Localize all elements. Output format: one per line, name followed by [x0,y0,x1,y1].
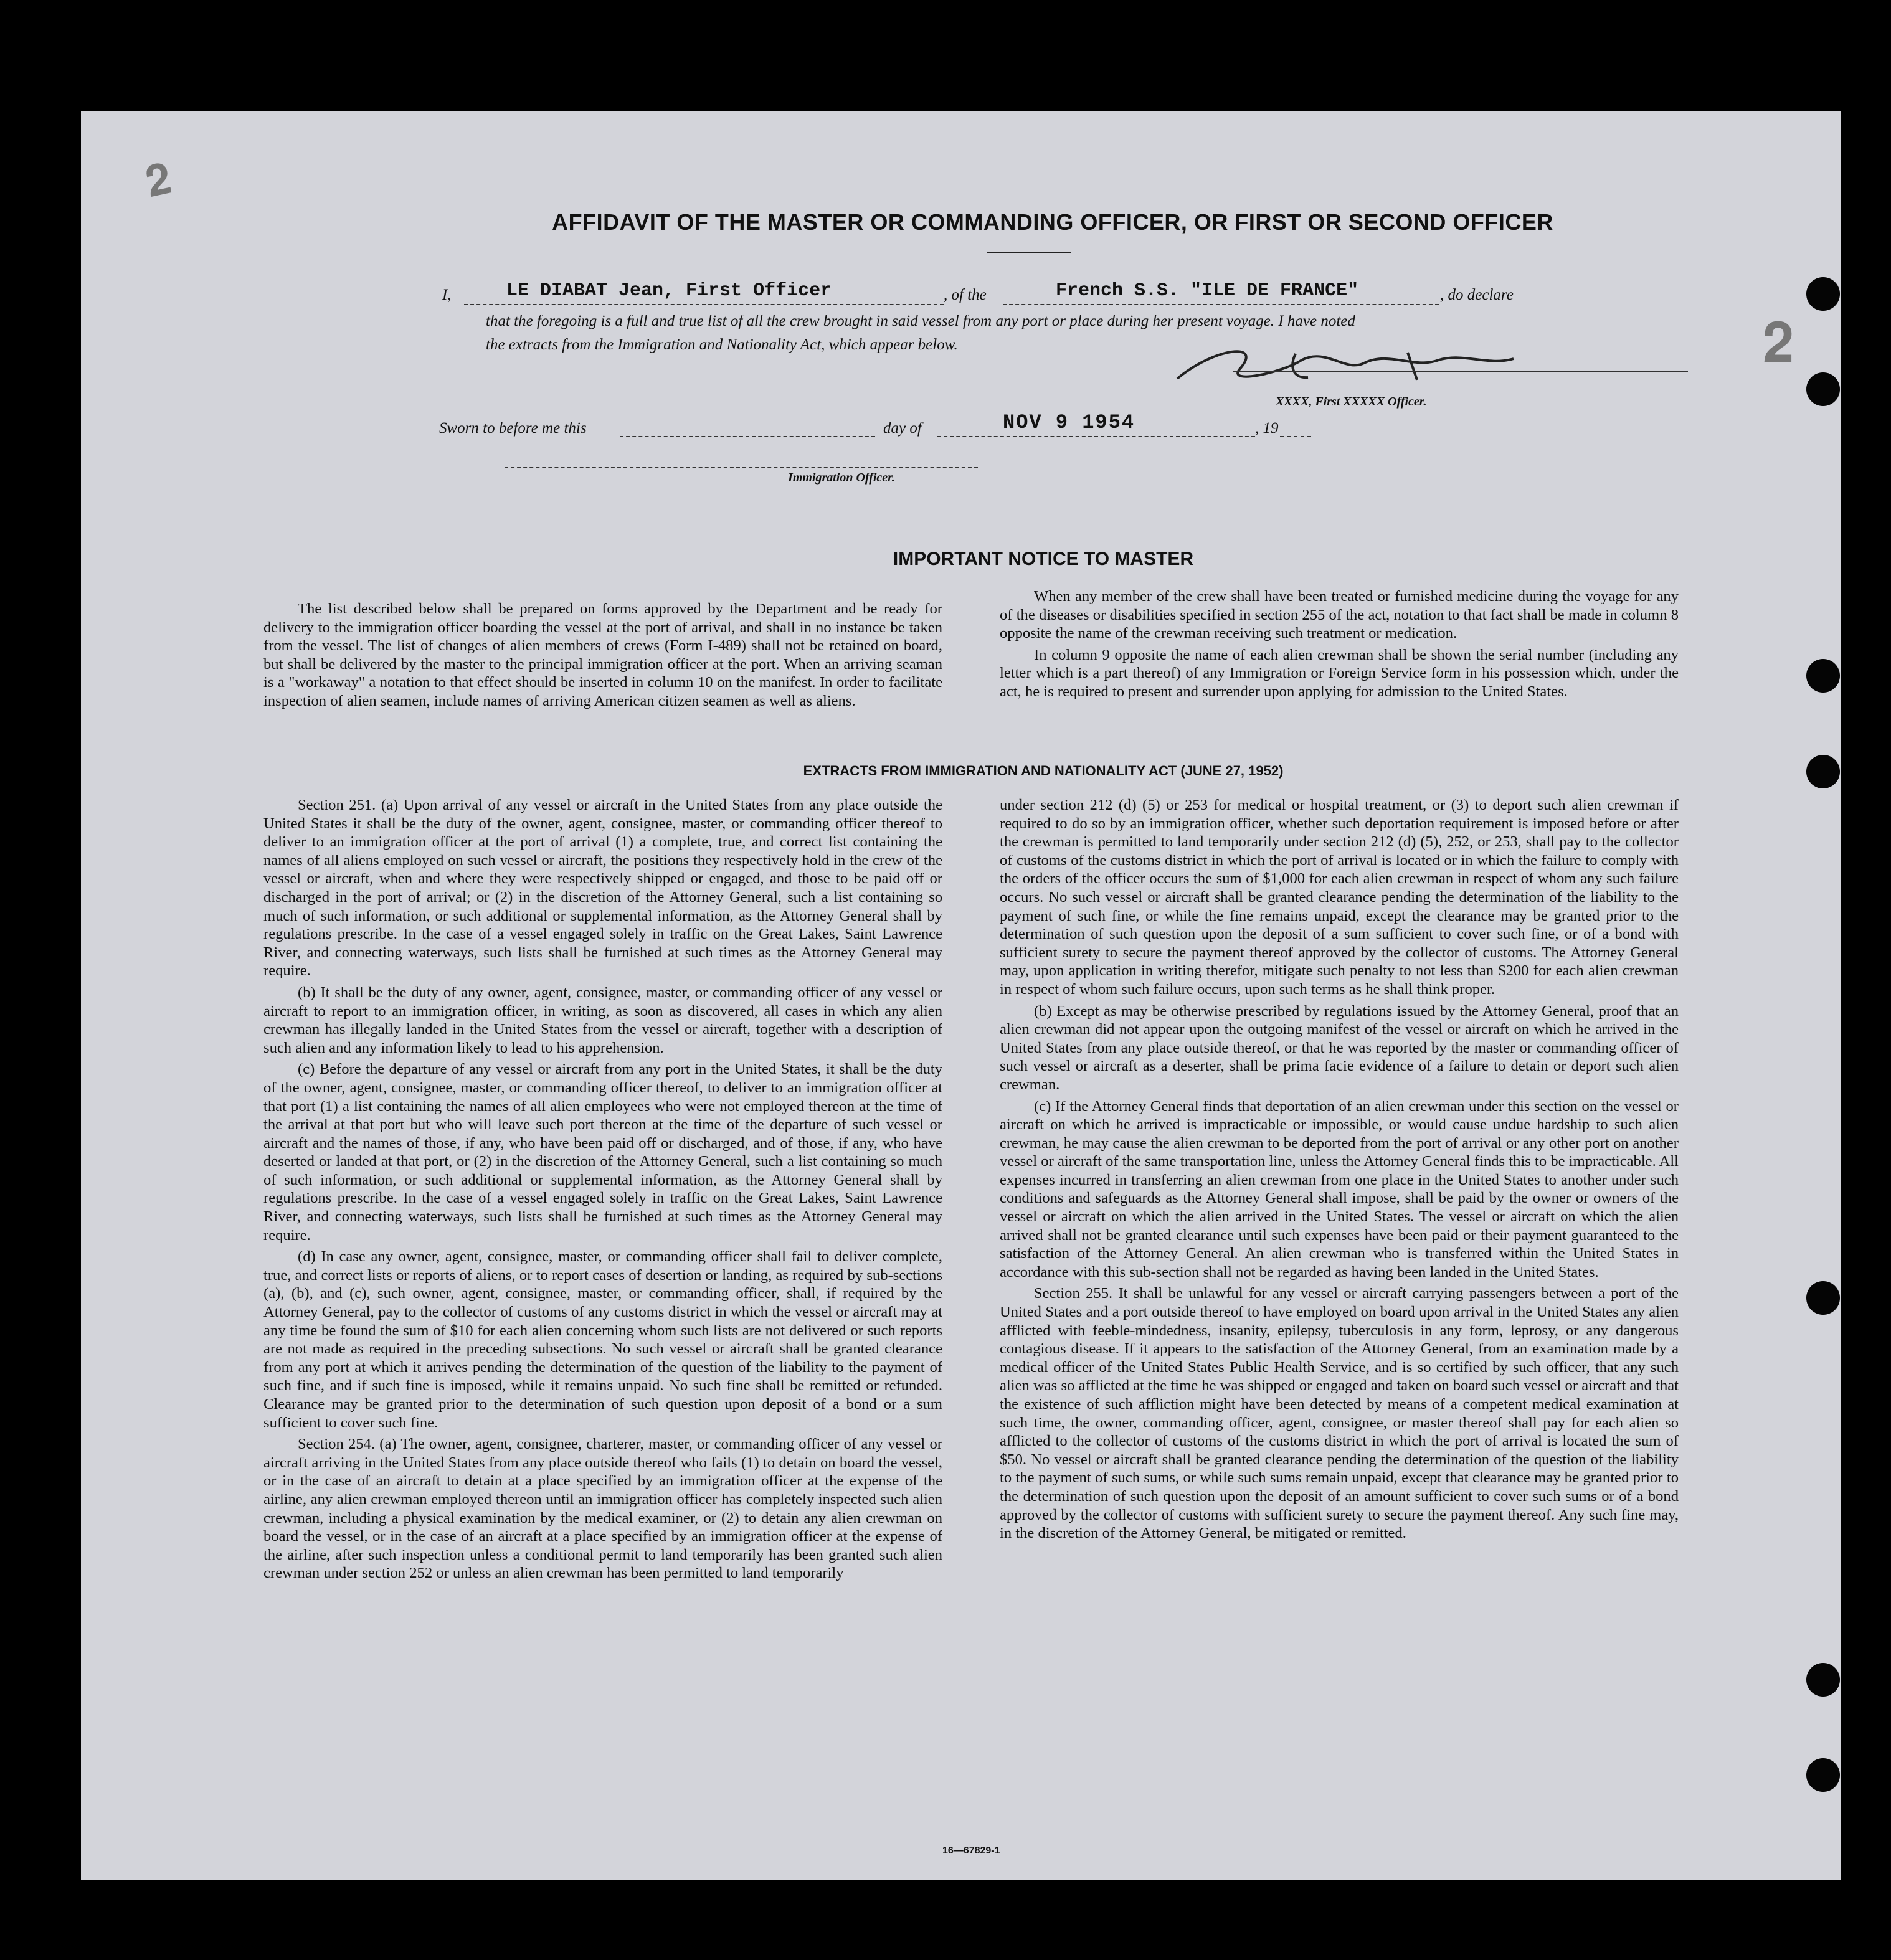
extract-paragraph: (c) If the Attorney General finds that deportation of an alien crewman under this section on the vessel or aircraft on which he arrived is impracticable or impossible, or would cause undue hardship to such alien crewman, he may cause the alien crewman to be deported from the port of arrival or any other port on another vessel or aircraft of the same transportation line, unless the Attorney General finds this to be impracticable. All expenses incurred in transferring an alien crewman from one place in the United States to another under such conditions and safeguards as the Attorney General shall impose, shall be paid by the owner or owners of the vessel or aircraft on which the alien arrived in the United States. The vessel or aircraft on which the alien arrived shall not be granted clearance until such expenses have been paid or their payment guaranteed to the satisfaction of the Attorney General. An alien crewman who is transferred within the United States in accordance with this sub-section shall not be regarded as having been landed in the United States. [1000,1097,1679,1281]
notice-title: IMPORTANT NOTICE TO MASTER [893,549,1194,569]
declaration-intro: I, [442,286,452,303]
date-stamp: NOV 9 1954 [1003,411,1135,434]
officer-name-value: LE DIABAT Jean, First Officer [506,280,832,301]
extract-paragraph: Section 251. (a) Upon arrival of any vessel or aircraft in the United States from any place outside the United States it shall be the duty of the owner, agent, consignee, master, or commanding officer thereof to deliver to an immigration officer at the port of arrival (1) a complete, true, and correct list containing the names of all aliens employed on such vessel or aircraft, the positions they respectively hold in the crew of the vessel or aircraft, when and where they were respectively shipped or engaged, and those to be paid off or discharged in the port of arrival; or (2) in the discretion of the Attorney General, such a list containing so much of such information, or such additional or supplemental information, as the Attorney General shall by regulations prescribe. In the case of a vessel engaged solely in traffic on the Great Lakes, Saint Lawrence River, and connecting waterways, such lists shall be furnished at such times as the Attorney General may require. [263,797,942,980]
extract-paragraph: (b) It shall be the duty of any owner, agent, consignee, master, or commanding officer of any vessel or aircraft to report to an immigration officer, in writing, as soon as discovered, all cases in which any alien crewman has illegally landed in the United States from the vessel or aircraft, together with a description of such alien and any information likely to lead to his apprehension. [263,983,942,1056]
document-sheet [81,111,1841,1880]
handwritten-page-number: 𝟐 [141,152,176,208]
extract-paragraph: Section 254. (a) The owner, agent, consignee, charterer, master, or commanding officer of any vessel or aircraft arriving in the United States from any place outside thereof who fails (1) to detain on board the vessel, or in the case of an aircraft to detain at a place specified by an immigration officer at the expense of the airline, any alien crewman employed thereon until an immigration officer has completely inspected such alien crewman, including a physical examination by the medical examiner, or (2) to detain any alien crewman on board the vessel, or in the case of an aircraft at a place specified by an immigration officer at the expense of the airline, after such inspection unless a conditional permit to land temporarily has been granted such alien crewman under section 252 or unless an alien crewman has been permitted to land temporarily [263,1436,942,1582]
binder-hole [1806,372,1840,406]
declaration-line-3: the extracts from the Immigration and Nationality Act, which appear below. [486,336,958,353]
day-of-label: day of [883,420,922,437]
title-divider [987,252,1071,253]
do-declare-label: , do declare [1440,286,1514,303]
extract-paragraph: Section 255. It shall be unlawful for any vessel or aircraft carrying passengers between a port of the United States and a port outside thereof to have employed on board upon arrival in the United States any alien afflicted with feeble-mindedness, insanity, epilepsy, tuberculosis in any form, leprosy, or any dangerous contagious disease. If it appears to the satisfaction of the Attorney General, from an examination made by a medical officer of the United States Public Health Service, and is so certified by such officer, that any such alien was so afflicted at the time he was shipped or engaged and taken on board such vessel or aircraft and that the existence of such affliction might have been detected by means of a competent medical examination at such time, the owner, commanding officer, agent, consignee, or master thereof shall pay for each alien so afflicted to the collector of customs of the customs district in which the port of arrival is located the sum of $50. No vessel or aircraft shall be granted clearance pending the determination of the question of the liability to the payment of such sums, or while such sums remain unpaid, except that clearance may be granted prior to the determination of such question upon the deposit of an amount sufficient to cover such sums or of a bond approved by the collector of customs with sufficient surety to secure the payment thereof. Any such fine may, in the discretion of the Attorney General, be mitigated or remitted. [1000,1285,1679,1542]
extract-paragraph: (c) Before the departure of any vessel or aircraft from any port in the United States, it shall be the duty of the owner, agent, consignee, master, or commanding officer thereof, to deliver to an immigration officer at that port (1) a list containing the names of all alien employees who were not employed thereon at the time of the arrival at that port but who will leave such port thereon at the time of the departure of such vessel or aircraft and the names of those, if any, who have been paid off or discharged, and of those, if any, who have deserted or landed at that port, or (2) in the discretion of the Attorney General, such a list containing so much of such information, or such additional or supplemental information, as the Attorney General shall by regulations prescribe. In the case of a vessel engaged solely in traffic on the Great Lakes, Saint Lawrence River, and connecting waterways, such lists shall be furnished at such times as the Attorney General may require. [263,1061,942,1244]
form-number: 16—67829-1 [942,1845,1000,1856]
binder-hole [1806,1758,1840,1792]
year-rule [1280,436,1311,437]
notice-left-column [263,600,942,711]
officer-name-rule [464,304,944,305]
declaration-line-2: that the foregoing is a full and true list of all the crew brought in said vessel from any port or place during her present voyage. I have noted [486,313,1355,329]
extracts-left-column [263,796,942,1583]
vessel-name-value: French S.S. "ILE DE FRANCE" [1056,280,1359,301]
binder-hole [1806,1663,1840,1697]
signature-rule [1233,371,1688,372]
year-label: , 19 [1255,420,1279,437]
signature-caption: XXXX, First XXXXX Officer. [1276,395,1427,409]
notice-right-paragraph-1: When any member of the crew shall have been treated or furnished medicine during the voyage for any of the diseases or disabilities specified in section 255 of the act, notation to that fact shall be made in column 8 opposite the name of the crewman receiving such treatment or medication. [1000,588,1679,642]
extract-paragraph: under section 212 (d) (5) or 253 for medical or hospital treatment, or (3) to deport such alien crewman if required to do so by an immigration officer, whether such deportation requirement is imposed before or after the crewman is permitted to land temporarily under section 212 (d) (5), 252, or 253, shall pay to the collector of customs of the customs district in which the port of arrival is located or in which the failure to comply with the orders of the officer occurs the sum of $1,000 for each alien crewman in respect of whom any such failure occurs. No such vessel or aircraft shall be granted clearance pending the determination of the liability to the payment of such fine, or while the fine remains unpaid, except the clearance may be granted prior to the determination of such question upon the deposit of a sum sufficient to cover such fine, or of a bond with sufficient surety to secure the payment thereof approved by the collector of customs. The Attorney General may, upon application in writing therefor, mitigate such penalty to not less than $200 for each alien crewman in respect of whom such failure occurs, upon such terms as he shall think proper. [1000,797,1679,998]
extracts-right-column [1000,796,1679,1543]
notice-left-paragraph: The list described below shall be prepared on forms approved by the Department and be ready for delivery to the immigration officer boarding the vessel at the port of arrival, and shall in no instance be taken from the vessel. The list of changes of alien members of crews (Form I-489) shall not be retained on board, but shall be delivered by the master to the principal immigration officer at the port. When an arriving seaman is a "workaway" a notation to that effect should be inserted in column 10 on the manifest. In order to facilitate inspection of alien seamen, include names of arriving American citizen seamen as well as aliens. [263,600,942,709]
immigration-officer-label: Immigration Officer. [788,471,895,485]
of-the-label: , of the [944,286,987,303]
handwritten-page-number-right: 𝟐 [1763,310,1794,376]
binder-hole [1806,755,1840,788]
extracts-title: EXTRACTS FROM IMMIGRATION AND NATIONALITY ACT (JUNE 27, 1952) [803,763,1284,779]
officer-signature [1140,335,1613,391]
vessel-rule [1003,304,1439,305]
binder-hole [1806,659,1840,693]
month-rule [937,436,1255,437]
document-title: AFFIDAVIT OF THE MASTER OR COMMANDING OFFICER, OR FIRST OR SECOND OFFICER [552,209,1553,235]
immigration-officer-rule [505,467,978,468]
binder-hole [1806,277,1840,311]
notice-right-column [1000,587,1679,701]
sworn-label: Sworn to before me this [439,420,587,437]
binder-hole [1806,1281,1840,1315]
extract-paragraph: (d) In case any owner, agent, consignee, master, or commanding officer shall fail to deliver complete, true, and correct lists or reports of aliens, or to report cases of desertion or landing, as required by sub-sections (a), (b), and (c), such owner, agent, consignee, master, or commanding officer, shall, if required by the Attorney General, pay to the collector of customs of any customs district in which the vessel or aircraft may at any time be found the sum of $10 for each alien concerning whom such lists are not delivered or such reports are not made as required in the preceding subsections. No such vessel or aircraft shall be granted clearance from any port at which it arrives pending the determination of the question of the liability to the payment of such fine, and if such fine is imposed, while it remains unpaid. No such fine shall be remitted or refunded. Clearance may be granted prior to the determination of such question upon deposit of a bond or a sum sufficient to cover such fine. [263,1248,942,1431]
notice-right-paragraph-2: In column 9 opposite the name of each alien crewman shall be shown the serial number (including any letter which is a part thereof) of any Immigration or Foreign Service form in his possession which, under the act, he is required to present and surrender upon applying for admission to the United States. [1000,646,1679,700]
extract-paragraph: (b) Except as may be otherwise prescribed by regulations issued by the Attorney General, proof that an alien crewman did not appear upon the outgoing manifest of the vessel or aircraft on which he arrived in the United States from any place outside thereof, or that he was reported by the master or commanding officer of such vessel or aircraft as a deserter, shall be prima facie evidence of a failure to detain or deport such alien crewman. [1000,1002,1679,1093]
sworn-date-rule [620,436,875,437]
